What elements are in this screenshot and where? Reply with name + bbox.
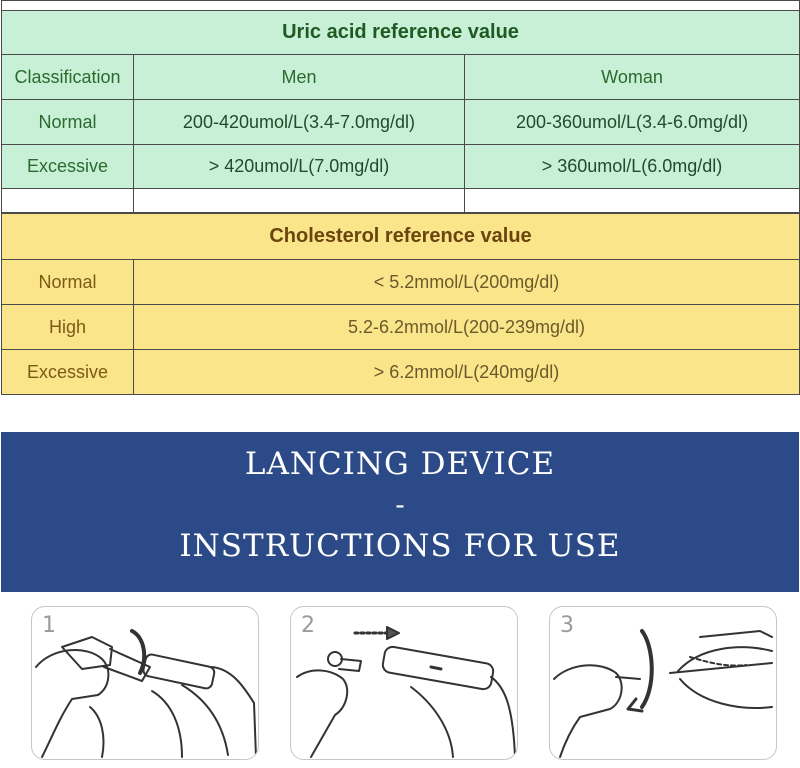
row-label: Normal [2, 260, 134, 305]
row-label: High [2, 305, 134, 350]
table-row [2, 100, 800, 145]
hands-twist-off-cap-icon [550, 607, 776, 759]
row-label: Excessive [2, 350, 134, 395]
table-row [2, 260, 800, 305]
table-row [2, 350, 800, 395]
step-number: 3 [560, 613, 574, 638]
cholesterol-title: Cholesterol reference value [2, 214, 800, 260]
table-row [2, 305, 800, 350]
hands-insert-lancet-icon [291, 607, 517, 759]
woman-value: > 360umol/L(6.0mg/dl) [465, 145, 800, 189]
step-1-illustration [31, 606, 259, 760]
banner-title: LANCING DEVICE [244, 446, 556, 482]
cholesterol-value: < 5.2mmol/L(200mg/dl) [134, 260, 800, 305]
header-classification: Classification [2, 55, 134, 100]
cholesterol-table [1, 213, 800, 395]
uric-header-row [2, 55, 800, 100]
banner-separator: - [395, 488, 405, 521]
row-label: Excessive [2, 145, 134, 189]
header-men: Men [134, 55, 465, 100]
table-spacer-row [2, 189, 800, 213]
row-label: Normal [2, 100, 134, 145]
cholesterol-value: 5.2-6.2mmol/L(200-239mg/dl) [134, 305, 800, 350]
hands-twist-cap-icon [32, 607, 258, 759]
instruction-steps [0, 606, 800, 766]
step-2-illustration [290, 606, 518, 760]
step-3-illustration [549, 606, 777, 760]
men-value: > 420umol/L(7.0mg/dl) [134, 145, 465, 189]
cholesterol-value: > 6.2mmol/L(240mg/dl) [134, 350, 800, 395]
table-row [2, 145, 800, 189]
men-value: 200-420umol/L(3.4-7.0mg/dl) [134, 100, 465, 145]
uric-acid-table [1, 0, 800, 213]
instructions-banner [1, 432, 799, 592]
table-top-strip [2, 1, 800, 11]
header-woman: Woman [465, 55, 800, 100]
step-number: 1 [42, 613, 56, 638]
woman-value: 200-360umol/L(3.4-6.0mg/dl) [465, 100, 800, 145]
uric-acid-title: Uric acid reference value [2, 11, 800, 55]
step-number: 2 [301, 613, 315, 638]
banner-subtitle: INSTRUCTIONS FOR USE [179, 528, 621, 564]
